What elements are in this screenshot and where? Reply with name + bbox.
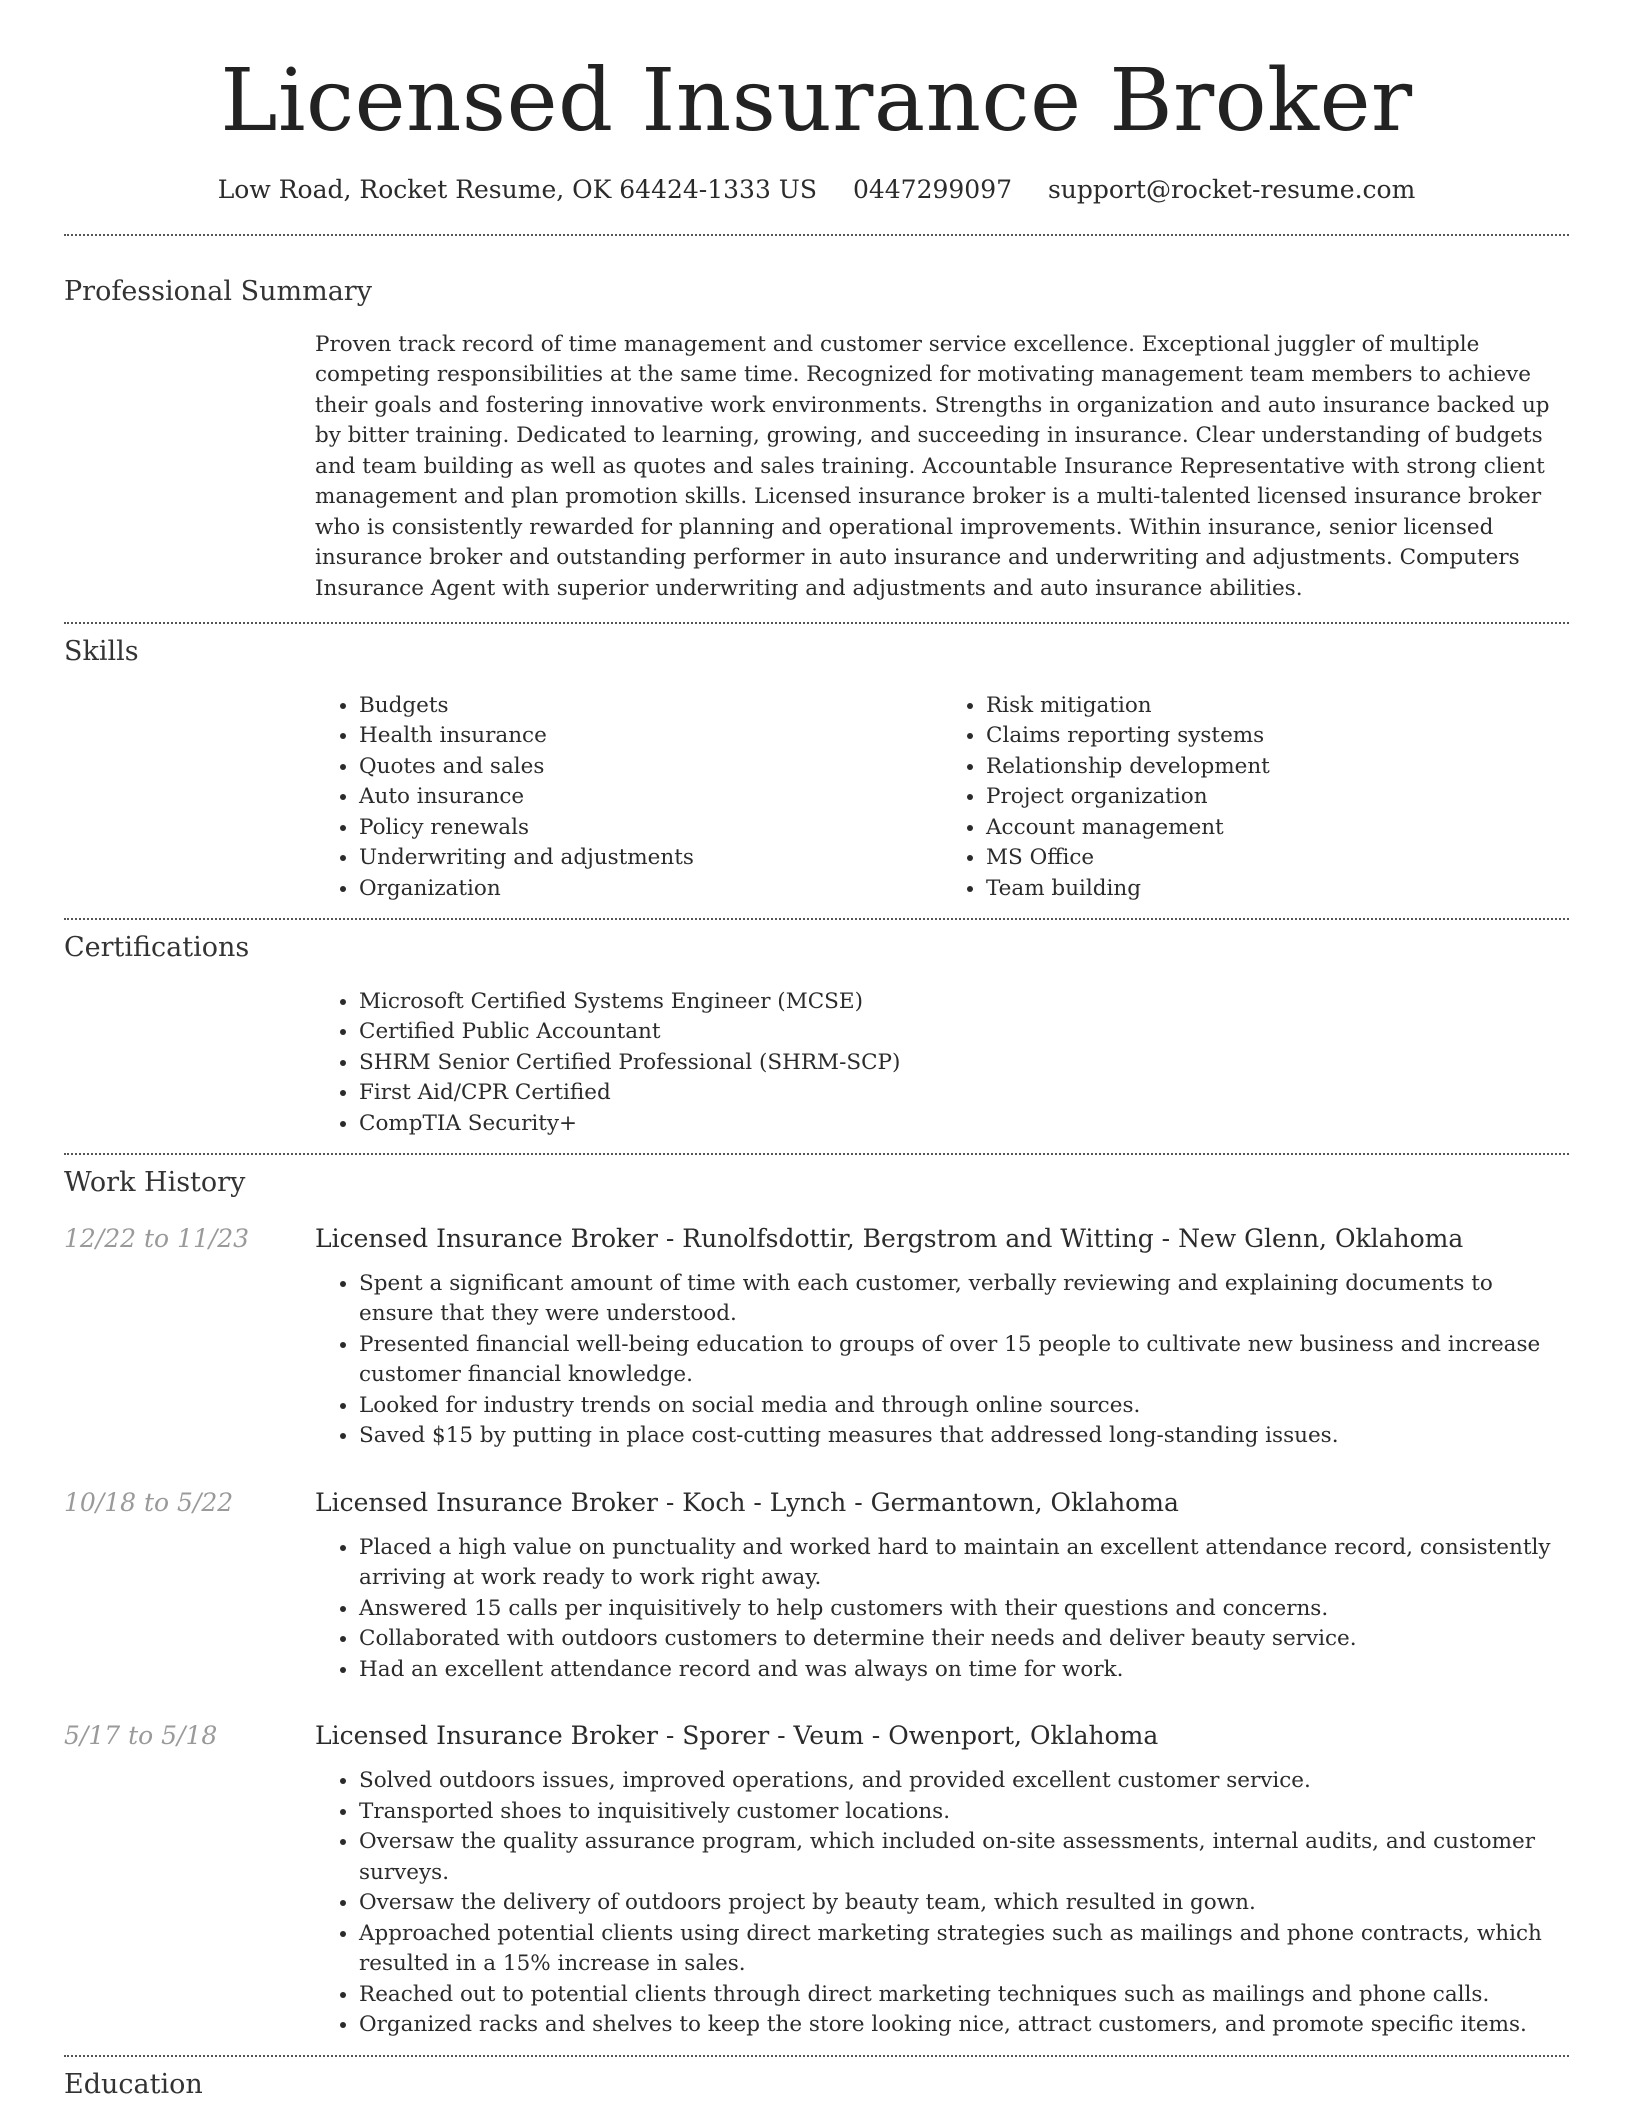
work-history-heading: Work History	[64, 1167, 246, 1199]
job-heading: Licensed Insurance Broker - Sporer - Veum - Owenport, Oklahoma	[315, 1721, 1159, 1751]
job-bullet: • Transported shoes to inquisitively customer locations.	[359, 1797, 1569, 1828]
job-bullets	[315, 1533, 1569, 1686]
divider	[64, 622, 1569, 624]
job-bullets	[315, 1766, 1569, 2041]
skills-column-left	[315, 691, 942, 905]
contact-email: support@rocket-resume.com	[1047, 174, 1416, 204]
divider	[64, 2055, 1569, 2057]
skills-heading: Skills	[64, 636, 139, 668]
job-bullet: • Solved outdoors issues, improved operations, and provided excellent customer service.	[359, 1766, 1569, 1797]
job-bullet: • Presented financial well-being education to groups of over 15 people to cultivate new business and increase customer financial knowledge.	[359, 1330, 1569, 1391]
job-bullet: • Oversaw the delivery of outdoors project by beauty team, which resulted in gown.	[359, 1888, 1569, 1919]
job-entry	[64, 1719, 1569, 2041]
job-dates: 12/22 to 11/23	[64, 1223, 250, 1253]
certifications-list	[315, 987, 1569, 1140]
contact-phone: 0447299097	[852, 174, 1013, 204]
resume-page	[64, 0, 1569, 2101]
certifications-heading: Certifications	[64, 932, 250, 964]
divider	[64, 1153, 1569, 1155]
skill-item: • MS Office	[986, 843, 1569, 874]
skill-item: • Auto insurance	[359, 782, 942, 813]
skills-list	[315, 691, 1569, 905]
job-entry	[64, 1486, 1569, 1686]
certification-item: • SHRM Senior Certified Professional (SHRM-SCP)	[359, 1048, 1569, 1079]
job-bullet: • Reached out to potential clients through direct marketing techniques such as mailings and phone calls.	[359, 1980, 1569, 2011]
summary-heading: Professional Summary	[64, 275, 372, 307]
skill-item: • Claims reporting systems	[986, 721, 1569, 752]
job-bullet: • Organized racks and shelves to keep the store looking nice, attract customers, and promote specific items.	[359, 2010, 1569, 2041]
job-heading: Licensed Insurance Broker - Runolfsdottir, Bergstrom and Witting - New Glenn, Oklahoma	[315, 1223, 1464, 1253]
resume-name: Licensed Insurance Broker	[220, 51, 1413, 151]
job-bullet: • Spent a significant amount of time with each customer, verbally reviewing and explaining documents to ensure that they were understood.	[359, 1269, 1569, 1330]
contact-line	[64, 175, 1569, 204]
job-bullet: • Looked for industry trends on social media and through online sources.	[359, 1391, 1569, 1422]
divider	[64, 234, 1569, 236]
job-entry	[64, 1222, 1569, 1452]
skills-column-right	[942, 691, 1569, 905]
job-dates: 10/18 to 5/22	[64, 1487, 234, 1517]
job-bullet: • Placed a high value on punctuality and worked hard to maintain an excellent attendance record, consistently arriving at work ready to work right away.	[359, 1533, 1569, 1594]
contact-address: Low Road, Rocket Resume, OK 64424-1333 US	[217, 174, 817, 204]
certification-item: • Microsoft Certified Systems Engineer (MCSE)	[359, 987, 1569, 1018]
job-bullet: • Had an excellent attendance record and was always on time for work.	[359, 1655, 1569, 1686]
education-heading: Education	[64, 2068, 203, 2100]
certification-item: • Certified Public Accountant	[359, 1017, 1569, 1048]
skill-item: • Project organization	[986, 782, 1569, 813]
job-bullet: • Collaborated with outdoors customers to determine their needs and deliver beauty service.	[359, 1624, 1569, 1655]
job-bullets	[315, 1269, 1569, 1452]
skill-item: • Underwriting and adjustments	[359, 843, 942, 874]
job-bullet: • Saved $15 by putting in place cost-cutting measures that addressed long-standing issues.	[359, 1421, 1569, 1452]
divider	[64, 918, 1569, 920]
summary-text: Proven track record of time management and customer service excellence. Exceptional juggler of multiple competing responsibilities at the same time. Recognized for motivating management team members to achieve their goals and fostering innovative work environments. Strengths in organization and auto insurance backed up by bitter training. Dedicated to learning, growing, and succeeding in insurance. Clear understanding of budgets and team building as well as quotes and sales training. Accountable Insurance Representative with strong client management and plan promotion skills. Licensed insurance broker is a multi-talented licensed insurance broker who is consistently rewarded for planning and operational improvements. Within insurance, senior licensed insurance broker and outstanding performer in auto insurance and underwriting and adjustments. Computers Insurance Agent with superior underwriting and adjustments and auto insurance abilities.	[315, 331, 1550, 601]
job-bullet: • Approached potential clients using direct marketing strategies such as mailings and phone contracts, which resulted in a 15% increase in sales.	[359, 1919, 1569, 1980]
skill-item: • Risk mitigation	[986, 691, 1569, 722]
job-heading: Licensed Insurance Broker - Koch - Lynch - Germantown, Oklahoma	[315, 1487, 1179, 1517]
skill-item: • Health insurance	[359, 721, 942, 752]
skill-item: • Budgets	[359, 691, 942, 722]
skill-item: • Organization	[359, 874, 942, 905]
certification-item: • First Aid/CPR Certified	[359, 1078, 1569, 1109]
job-bullet: • Oversaw the quality assurance program, which included on-site assessments, internal audits, and customer surveys.	[359, 1827, 1569, 1888]
skill-item: • Policy renewals	[359, 813, 942, 844]
skill-item: • Account management	[986, 813, 1569, 844]
skill-item: • Quotes and sales	[359, 752, 942, 783]
job-bullet: • Answered 15 calls per inquisitively to help customers with their questions and concerns.	[359, 1594, 1569, 1625]
skill-item: • Team building	[986, 874, 1569, 905]
job-dates: 5/17 to 5/18	[64, 1721, 218, 1751]
certification-item: • CompTIA Security+	[359, 1109, 1569, 1140]
skill-item: • Relationship development	[986, 752, 1569, 783]
